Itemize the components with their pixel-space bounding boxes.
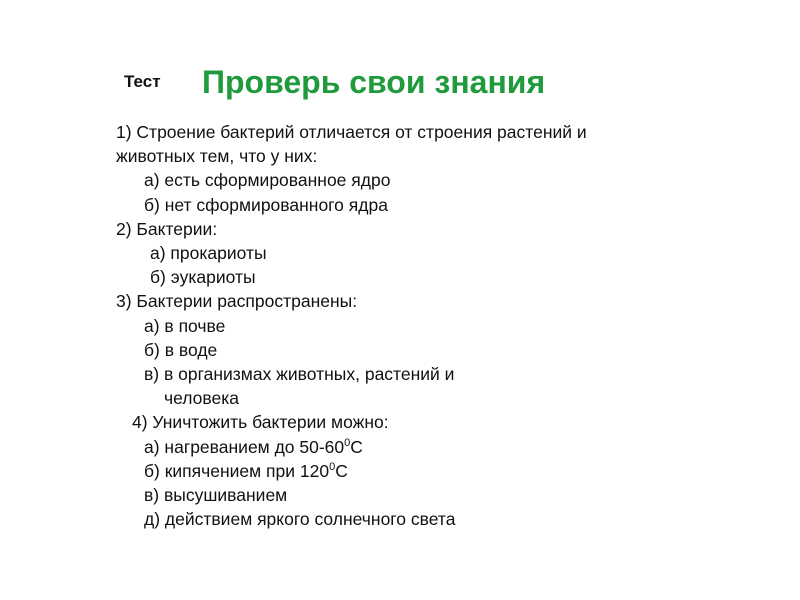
question-1-line-2: животных тем, что у них: (116, 146, 318, 167)
question-3-option-a: а) в почве (144, 315, 226, 336)
quiz-content (116, 120, 716, 531)
question-3: 3) Бактерии распространены: (116, 291, 358, 312)
question-4-option-b-degree: 0 (329, 461, 336, 474)
question-2-option-b: б) эукариоты (150, 267, 256, 288)
question-1-option-b: б) нет сформированного ядра (144, 194, 388, 215)
question-3-option-c: в) в организмах животных, растений и (144, 364, 455, 385)
question-4: 4) Уничтожить бактерии можно: (132, 412, 389, 433)
question-4-option-d: д) действием яркого солнечного света (144, 509, 456, 530)
question-4-option-b-text: б) кипячением при 120 (144, 460, 330, 481)
page-title: Проверь свои знания (202, 64, 546, 100)
question-4-option-a-text: а) нагреванием до 50-60 (144, 436, 345, 457)
question-4-option-b-unit: С (335, 460, 348, 481)
question-4-option-a (116, 435, 716, 459)
question-4-option-c: в) высушиванием (144, 485, 288, 506)
question-2: 2) Бактерии: (116, 218, 218, 239)
question-4-option-a-unit: С (350, 436, 363, 457)
question-1-option-a: а) есть сформированное ядро (144, 170, 391, 191)
question-2-option-a: а) прокариоты (150, 243, 267, 264)
test-label: Тест (124, 72, 161, 91)
question-3-option-b: б) в воде (144, 339, 218, 360)
question-4-option-a-degree: 0 (344, 436, 351, 449)
question-1-line-1: 1) Строение бактерий отличается от строения растений и (116, 122, 587, 142)
question-3-option-c-continuation: человека (164, 388, 240, 409)
question-4-option-b (116, 459, 716, 483)
